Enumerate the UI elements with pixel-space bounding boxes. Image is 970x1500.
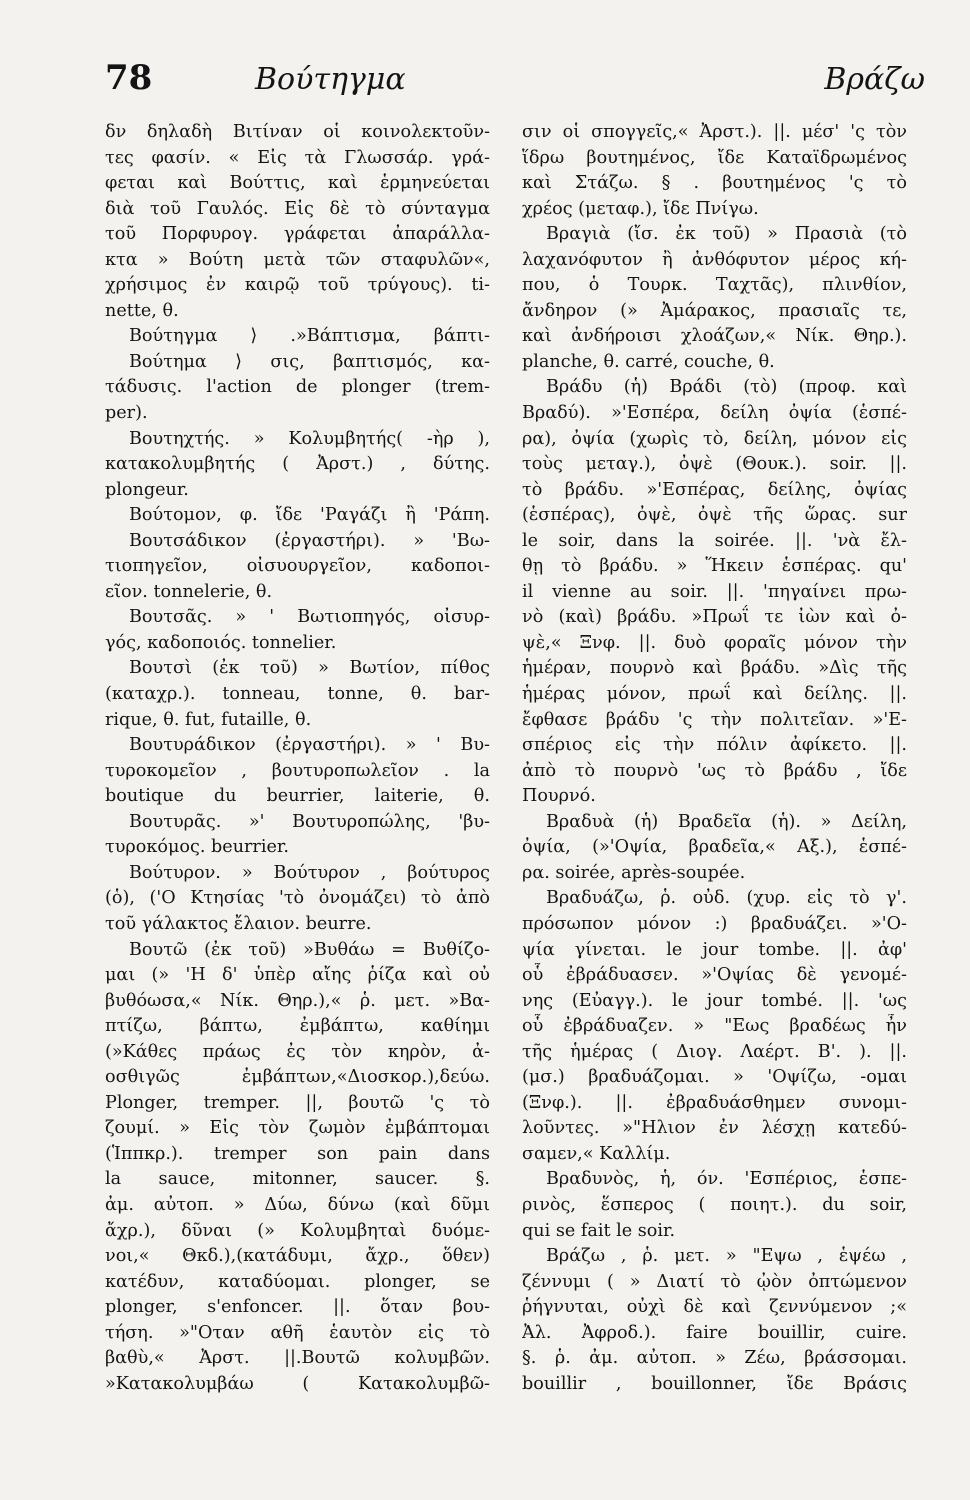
left-column-line: κατέδυν, καταδύομαι. plonger, se (105, 1271, 490, 1292)
right-column-line: ἀπὸ τὸ πουρνὸ 'ως τὸ βράδυ , ἴδε (522, 760, 907, 781)
left-column-line: (καταχρ.). tonneau, tonne, θ. bar- (105, 684, 490, 705)
left-column-line: (ὁ), ('Ο Κτησίας 'τὸ ὀνομάζει) τὸ ἀπὸ (105, 888, 490, 909)
right-column-line: οὗ ἐβράδυασεν. »'Οψίας δὲ γενομέ- (522, 965, 907, 986)
left-column-line: τυροκομεῖον , βουτυροπωλεῖον . la (105, 760, 490, 781)
right-column-line: καὶ ἀνδήροισι χλοάζων,« Νίκ. Θηρ.). (522, 326, 907, 347)
right-column-line: ἵδρω βουτημένος, ἴδε Καταϊδρωμένος (522, 147, 907, 168)
right-column-line: Βράδυ (ἡ) Βράδι (τὸ) (προφ. καὶ (546, 377, 907, 398)
left-column-line: Βούτυρον. » Βούτυρον , βούτυρος (129, 862, 490, 883)
right-column-line: (μσ.) βραδυάζομαι. » 'Οψίζω, -ομαι (522, 1067, 907, 1088)
left-column-line: εῖον. tonnelerie, θ. (105, 581, 273, 602)
left-column-line: boutique du beurrier, laiterie, θ. (105, 786, 490, 807)
left-column-line: δν δηλαδὴ Βιτίναν οἱ κοινολεκτοῦν- (105, 122, 490, 142)
left-column-line: μαι (» 'Η δ' ὑπὲρ αἴης ῥίζα καὶ οὐ (105, 965, 490, 986)
left-column-line: Plonger, tremper. ||, βουτῶ 'ς τὸ (105, 1092, 490, 1113)
left-column-line: τες φασίν. « Εἰς τὰ Γλωσσάρ. γρά- (105, 147, 490, 168)
right-running-headword: Βράζω (824, 62, 925, 97)
left-column-line: διὰ τοῦ Γαυλός. Εἰς δὲ τὸ σύνταγμα (105, 198, 490, 219)
left-column-line: ἄχρ.), δῦναι (» Κολυμβηταὶ δυόμε- (105, 1220, 490, 1241)
left-column-line: βυθόωσα,« Νίκ. Θηρ.),« ῥ. μετ. »Βα- (105, 990, 490, 1011)
right-column-line: Βραδυνὸς, ἡ, όν. 'Εσπέριος, ἑσπε- (546, 1169, 907, 1190)
left-column-line: οσθιγῶς ἐμβάπτων,«Διοσκορ.),δεύω. (105, 1067, 490, 1088)
right-column-line: τὸ βράδυ. »'Εσπέρας, δείλης, ὀψίας (522, 479, 907, 500)
right-column-line: Ἀλ. Ἀφροδ.). faire bouillir, cuire. (522, 1322, 907, 1343)
right-column-line: planche, θ. carré, couche, θ. (522, 351, 775, 372)
left-column-line: φεται καὶ Βούττις, καὶ ἑρμηνεύεται (105, 173, 490, 194)
left-column-line: Βούτομον, φ. ἴδε 'Ραγάζι ἢ 'Ράπη. (129, 505, 490, 526)
left-column-line: Βουτσᾶς. » ' Βωτιοπηγός, οἰσυρ- (129, 607, 490, 628)
left-column-line: πτίζω, βάπτω, ἐμβάπτω, καθίημι (105, 1016, 490, 1037)
left-column-line: nette, θ. (105, 300, 179, 321)
right-column-line: λαχανόφυτον ἢ ἀνθόφυτον μέρος κή- (522, 249, 907, 270)
right-column-line: ψὲ,« Ξνφ. ||. δυὸ φοραῖς μόνον τὴν (522, 632, 907, 653)
right-column-line: ῥήγνυται, οὐχὶ δὲ καὶ ζεννύμενον ;« (522, 1297, 907, 1318)
left-column-line: Βούτηγμα ⟩ .»Βάπτισμα, βάπτι- (129, 326, 490, 347)
right-column-line: ἡμέρας μόνον, πρωΐ καὶ δείλης. ||. (522, 684, 907, 705)
right-column-line: il vienne au soir. ||. 'πηγαίνει πρω- (522, 581, 907, 602)
right-column-line: νης (Εὐαγγ.). le jour tombé. ||. 'ως (522, 990, 907, 1011)
left-column-line: plonger, s'enfoncer. ||. ὅταν βου- (105, 1297, 490, 1318)
left-column-line: ἀμ. αὐτοπ. » Δύω, δύνω (καὶ δῦμι (105, 1194, 490, 1215)
right-column-line: χρέος (μεταφ.), ἴδε Πνίγω. (522, 198, 759, 219)
left-column-line: Βούτημα ⟩ σις, βαπτισμός, κα- (129, 351, 490, 372)
right-column-line: Βραδύ). »'Εσπέρα, δείλη ὀψία (ἑσπέ- (522, 403, 907, 424)
right-column-line: ἔφθασε βράδυ 'ς τὴν πολιτεῖαν. »'Ε- (522, 709, 907, 730)
right-column-line: ζέννυμι ( » Διατί τὸ ᾠὸν ὀπτώμενον (522, 1271, 907, 1292)
right-column-line: πρόσωπον μόνον :) βραδυάζει. »'Ο- (522, 913, 907, 934)
left-column-line: Βουτσάδικον (ἐργαστήρι). » 'Βω- (129, 530, 490, 551)
left-column-line: ζουμί. » Εἰς τὸν ζωμὸν ἐμβάπτομαι (105, 1118, 490, 1139)
right-column-line: ὀψία, (»'Οψία, βραδεῖα,« Αξ.), ἑσπέ- (522, 837, 907, 858)
right-column-line: (Ξνφ.). ||. ἐβραδυάσθημεν συνομι- (522, 1092, 907, 1113)
right-column-line: (ἑσπέρας), ὀψὲ, ὀψὲ τῆς ὥρας. sur (522, 505, 907, 526)
right-column-line: ρινὸς, ἕσπερος ( ποιητ.). du soir, (522, 1194, 907, 1215)
left-column-line: χρήσιμος ἐν καιρῷ τοῦ τρύγους). ti- (105, 275, 490, 296)
left-column-line: τοῦ Πορφυρογ. γράφεται ἀπαράλλα- (105, 224, 490, 245)
right-column-line: οὗ ἐβράδυαζεν. » "Εως βραδέως ἦν (522, 1016, 907, 1037)
right-column-line: Βραδυὰ (ἡ) Βραδεῖα (ἡ). » Δείλη, (546, 811, 907, 832)
left-column-line: νοι,« Θκδ.),(κατάδυμι, ἄχρ., ὅθεν) (105, 1246, 490, 1267)
right-column-line: ρα), ὀψία (χωρὶς τὸ, δείλη, μόνον εἰς (522, 428, 907, 449)
left-column-line: τήση. »"Οταν αθῆ ἑαυτὸν εἰς τὸ (105, 1322, 490, 1343)
right-column-line: νὸ (καὶ) βράδυ. »Πρωΐ τε ἰὼν καὶ ὀ- (522, 607, 907, 628)
right-column-line: ἄνδηρον (» Ἀμάρακος, πρασιαῖς τε, (522, 300, 907, 321)
right-column-line: ρα. soirée, après-soupée. (522, 862, 746, 883)
right-column-line: le soir, dans la soirée. ||. 'νὰ ἔλ- (522, 530, 907, 551)
right-column-line: τοὺς μεταγ.), ὀψὲ (Θουκ.). soir. ||. (522, 454, 907, 475)
right-column-line: §. ῥ. ἀμ. αὐτοπ. » Ζέω, βράσσομαι. (522, 1348, 907, 1369)
left-column-line: Βουτῶ (ἐκ τοῦ) »Βυθάω = Βυθίζο- (129, 939, 490, 960)
right-column-line: σπέριος εἰς τὴν πόλιν ἀφίκετο. ||. (522, 735, 907, 756)
left-column-line: Βουτυράδικον (ἐργαστήρι). » ' Βυ- (129, 735, 490, 756)
left-column-line: τιοπηγεῖον, οἰσυουργεῖον, καδοποι- (105, 556, 490, 577)
right-column-line: bouillir , bouillonner, ἴδε Βράσις (522, 1373, 907, 1394)
right-column-line: ψία γίνεται. le jour tombe. ||. ἀφ' (522, 939, 907, 960)
page-number: 78 (105, 58, 153, 98)
left-running-headword: Βούτηγμα (255, 62, 406, 97)
right-column-line: Βραγιὰ (ἴσ. ἐκ τοῦ) » Πρασιὰ (τὸ (546, 224, 907, 245)
right-column-line: που, ὁ Τουρκ. Ταχτᾶς), πλινθίον, (522, 275, 907, 296)
left-column-line: la sauce, mitonner, saucer. §. (105, 1169, 490, 1190)
right-column-line: τῆς ἡμέρας ( Διογ. Λαέρτ. Β'. ). ||. (522, 1041, 907, 1062)
right-column-line: qui se fait le soir. (522, 1220, 676, 1241)
page-header (105, 58, 925, 102)
right-column-line: λοῦντες. »"Ηλιον ἐν λέσχῃ κατεδύ- (522, 1118, 907, 1139)
left-column-line: τάδυσις. l'action de plonger (trem- (105, 377, 490, 398)
left-column-line: Βουτσὶ (ἐκ τοῦ) » Βωτίον, πίθος (129, 658, 490, 679)
left-column-line: (»Κάθες πράως ἐς τὸν κηρὸν, ἀ- (105, 1041, 490, 1062)
right-column-line: Βραδυάζω, ῥ. οὐδ. (χυρ. εἰς τὸ γ'. (546, 888, 907, 909)
right-column-line: σιν οἱ σπογγεῖς,« Ἀρστ.). ||. μέσ' 'ς τὸν (522, 122, 907, 142)
left-column-line: γός, καδοποιός. tonnelier. (105, 632, 337, 653)
left-column-line: τοῦ γάλακτος ἔλαιον. beurre. (105, 913, 372, 934)
right-column-line: ἡμέραν, πουρνὸ καὶ βράδυ. »Δὶς τῆς (522, 658, 907, 679)
left-column-line: Βουτηχτής. » Κολυμβητής( -ὴρ ), (129, 428, 490, 449)
left-column-line: κτα » Βούτη μετὰ τῶν σταφυλῶν«, (105, 249, 490, 270)
left-column-line: rique, θ. fut, futaille, θ. (105, 709, 312, 730)
right-column-line: καὶ Στάζω. § . βουτημένος 'ς τὸ (522, 173, 907, 194)
right-column-line: σαμεν,« Καλλίμ. (522, 1143, 671, 1164)
right-column (522, 120, 907, 1397)
left-column-line: κατακολυμβητής ( Ἀρστ.) , δύτης. (105, 454, 490, 475)
left-column-line: per). (105, 403, 148, 424)
left-column-line: plongeur. (105, 479, 189, 500)
left-column-line: τυροκόμος. beurrier. (105, 837, 289, 858)
right-column-line: θῃ τὸ βράδυ. » Ἥκειν ἑσπέρας. qu' (522, 556, 907, 577)
left-column-line: »Κατακολυμβάω ( Κατακολυμβῶ- (105, 1373, 490, 1394)
left-column-line: Βουτυρᾶς. »' Βουτυροπώλης, 'βυ- (129, 811, 490, 832)
right-column-line: Βράζω , ῥ. μετ. » "Εψω , ἑψέω , (546, 1246, 907, 1267)
right-column-line: Πουρνό. (522, 786, 596, 807)
left-column-line: βαθὺ,« Ἀρστ. ||.Βουτῶ κολυμβῶν. (105, 1348, 490, 1369)
left-column (105, 120, 490, 1397)
left-column-line: (Ἱππκρ.). tremper son pain dans (105, 1143, 490, 1164)
